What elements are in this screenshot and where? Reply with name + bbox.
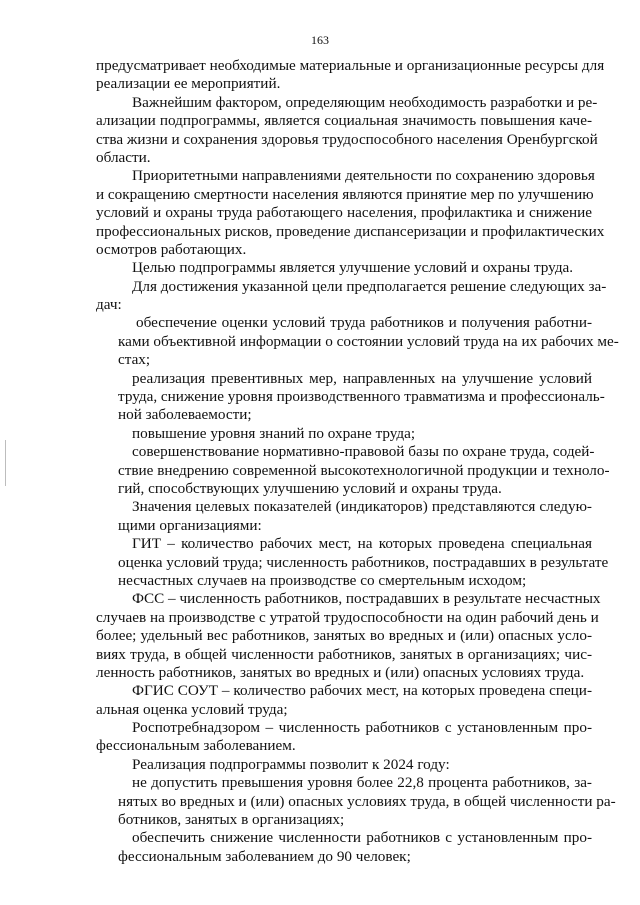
text-line: Важнейшим фактором, определяющим необходимость разработки и ре- (132, 93, 598, 111)
text-line: ствие внедрению современной высокотехнологичной продукции и техноло- (118, 461, 610, 479)
text-line: ной заболеваемости; (118, 406, 252, 424)
text-line: ботников, занятых в организациях; (118, 811, 345, 829)
text-line: ками объективной информации о состоянии условий труда на их рабочих ме- (118, 332, 619, 350)
text-line: совершенствование нормативно-правовой базы по охране труда, содей- (132, 443, 595, 461)
text-line: ства жизни и сохранения здоровья трудоспособного населения Оренбургской (96, 130, 598, 148)
text-line: Для достижения указанной цели предполагается решение следующих за- (132, 277, 607, 295)
scan-margin-mark (5, 440, 6, 486)
page-number: 163 (311, 33, 329, 47)
document-body (96, 57, 619, 866)
text-line: фессиональным заболеванием. (96, 737, 296, 755)
text-line: фессиональным заболеванием до 90 человек; (118, 847, 411, 865)
text-line: гий, способствующих улучшению условий и охраны труда. (118, 479, 502, 497)
text-line: Роспотребнадзором – численность работников с установленным про- (132, 719, 592, 737)
text-line: повышение уровня знаний по охране труда; (132, 424, 416, 442)
text-line: альная оценка условий труда; (96, 700, 288, 718)
text-line: несчастных случаев на производстве со смертельным исходом; (118, 571, 527, 589)
text-line: Приоритетными направлениями деятельности по сохранению здоровья (132, 167, 595, 185)
text-line: нятых во вредных и (или) опасных условиях труда, в общей численности ра- (118, 792, 616, 810)
text-line: труда, снижение уровня производственного травматизма и профессиональ- (118, 388, 605, 406)
text-line: ализации подпрограммы, является социальная значимость повышения каче- (96, 112, 592, 130)
text-line: ФСС – численность работников, пострадавших в результате несчастных (132, 590, 601, 608)
text-line: дач: (96, 296, 122, 314)
text-line: Значения целевых показателей (индикаторов) представляются следую- (132, 498, 592, 516)
text-line: виях труда, в общей численности работников, занятых в организациях; чис- (96, 645, 592, 663)
text-line: оценка условий труда; численность работников, пострадавших в результате (118, 553, 609, 571)
text-line: реализация превентивных мер, направленных на улучшение условий (132, 369, 592, 387)
text-line: ленность работников, занятых во вредных и (или) опасных условиях труда. (96, 663, 585, 681)
text-line: области. (96, 148, 151, 166)
text-line: щими организациями: (118, 516, 262, 534)
text-line: осмотров работающих. (96, 240, 247, 258)
text-line: реализации ее мероприятий. (96, 75, 281, 93)
text-line: случаев на производстве с утратой трудоспособности на один рабочий день и (96, 608, 599, 626)
text-line: Целью подпрограммы является улучшение условий и охраны труда. (132, 259, 574, 277)
text-line: стах; (118, 351, 151, 369)
text-line: предусматривает необходимые материальные и организационные ресурсы для (96, 57, 605, 74)
text-line: профессиональных рисков, проведение диспансеризации и профилактических (96, 222, 605, 240)
text-line: и сокращению смертности населения являются принятие мер по улучшению (96, 185, 594, 203)
text-line: ФГИС СОУТ – количество рабочих мест, на которых проведена специ- (132, 682, 592, 700)
text-line: условий и охраны труда работающего населения, профилактика и снижение (96, 204, 592, 222)
text-line: обеспечение оценки условий труда работников и получения работни- (136, 314, 592, 332)
text-line: более; удельный вес работников, занятых во вредных и (или) опасных усло- (96, 627, 592, 645)
text-line: Реализация подпрограммы позволит к 2024 году: (132, 755, 450, 773)
text-line: не допустить превышения уровня более 22,8 процента работников, за- (132, 774, 592, 792)
text-line: ГИТ – количество рабочих мест, на которых проведена специальная (132, 535, 592, 553)
text-line: обеспечить снижение численности работников с установленным про- (132, 829, 592, 847)
